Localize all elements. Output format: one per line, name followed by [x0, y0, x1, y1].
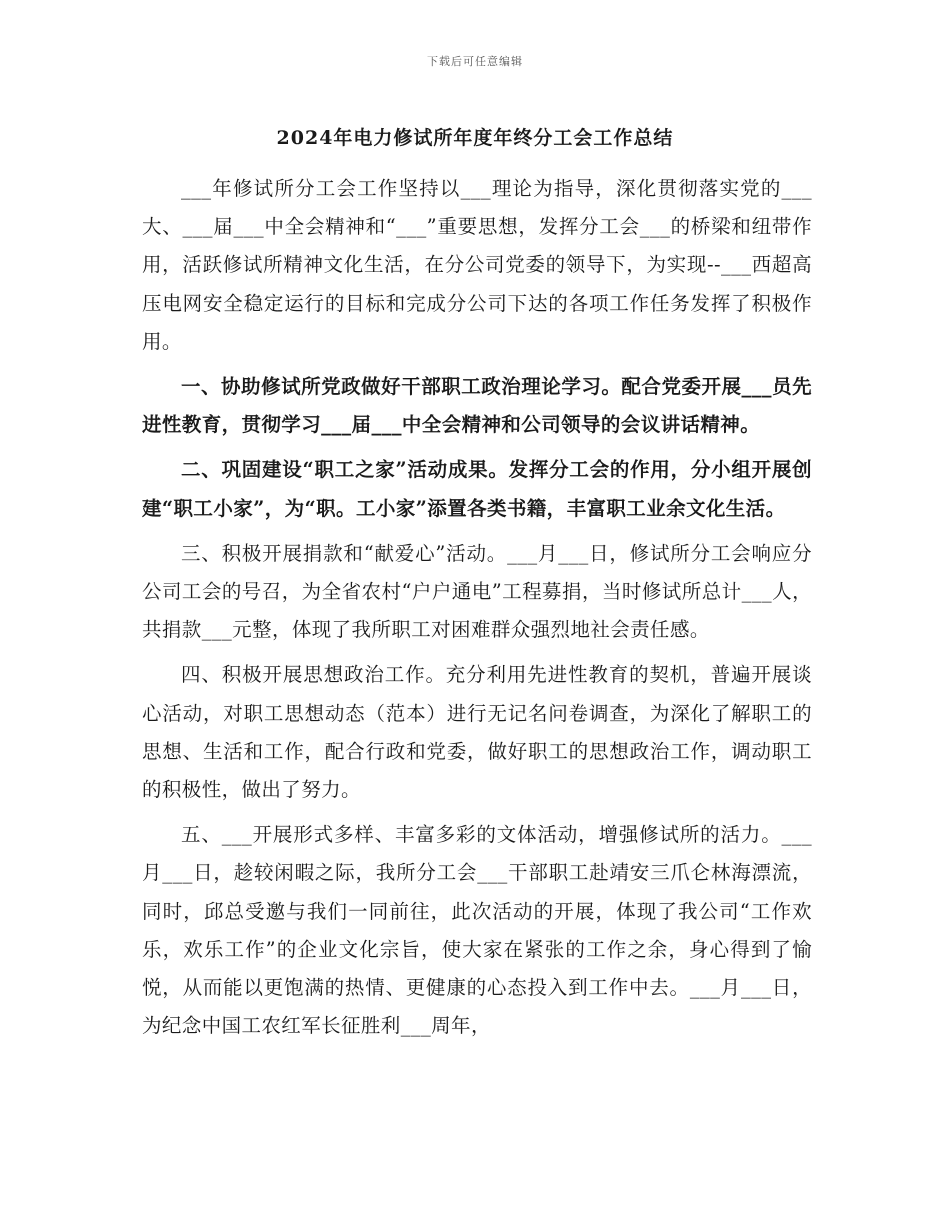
section-5-paragraph: 五、___开展形式多样、丰富多彩的文体活动，增强修试所的活力。___月___日，趁较闲暇之际，我所分工会___干部职工赴靖安三爪仑林海漂流，同时，邱总受邀与我们一同前往，此次活动的开展，体现了我公司“工作欢乐，欢乐工作”的企业文化宗旨，使大家在紧张的工作之余，身心得到了愉悦，从而能以更饱满的热情、更健康的心态投入到工作中去。___月___日，为纪念中国工农红军长征胜利___周年， [142, 823, 812, 1038]
document-title: 2024年电力修试所年度年终分工会工作总结 [276, 127, 674, 149]
header-note: 下载后可任意编辑 [427, 55, 523, 68]
section-2-paragraph: 二、巩固建设“职工之家”活动成果。发挥分工会的作用，分小组开展创建“职工小家”，为“职。工小家”添置各类书籍，丰富职工业余文化生活。 [142, 458, 812, 520]
section-3-paragraph: 三、积极开展捐款和“献爱心”活动。___月___日，修试所分工会响应分公司工会的号召，为全省农村“户户通电”工程募捐，当时修试所总计___人，共捐款___元整，体现了我所职工对困难群众强烈地社会责任感。 [142, 541, 812, 642]
section-4-paragraph: 四、积极开展思想政治工作。充分利用先进性教育的契机，普遍开展谈心活动，对职工思想动态（范本）进行无记名问卷调查，为深化了解职工的思想、生活和工作，配合行政和党委，做好职工的思想政治工作，调动职工的积极性，做出了努力。 [142, 663, 812, 802]
section-1-paragraph: 一、协助修试所党政做好干部职工政治理论学习。配合党委开展___员先进性教育，贯彻学习___届___中全会精神和公司领导的会议讲话精神。 [142, 375, 812, 437]
intro-paragraph: ___年修试所分工会工作坚持以___理论为指导，深化贯彻落实党的___大、___届___中全会精神和“___”重要思想，发挥分工会___的桥梁和纽带作用，活跃修试所精神文化生活，在分公司党委的领导下，为实现--___西超高压电网安全稳定运行的目标和完成分公司下达的各项工作任务发挥了积极作用。 [142, 177, 812, 353]
document-body [142, 170, 812, 1052]
